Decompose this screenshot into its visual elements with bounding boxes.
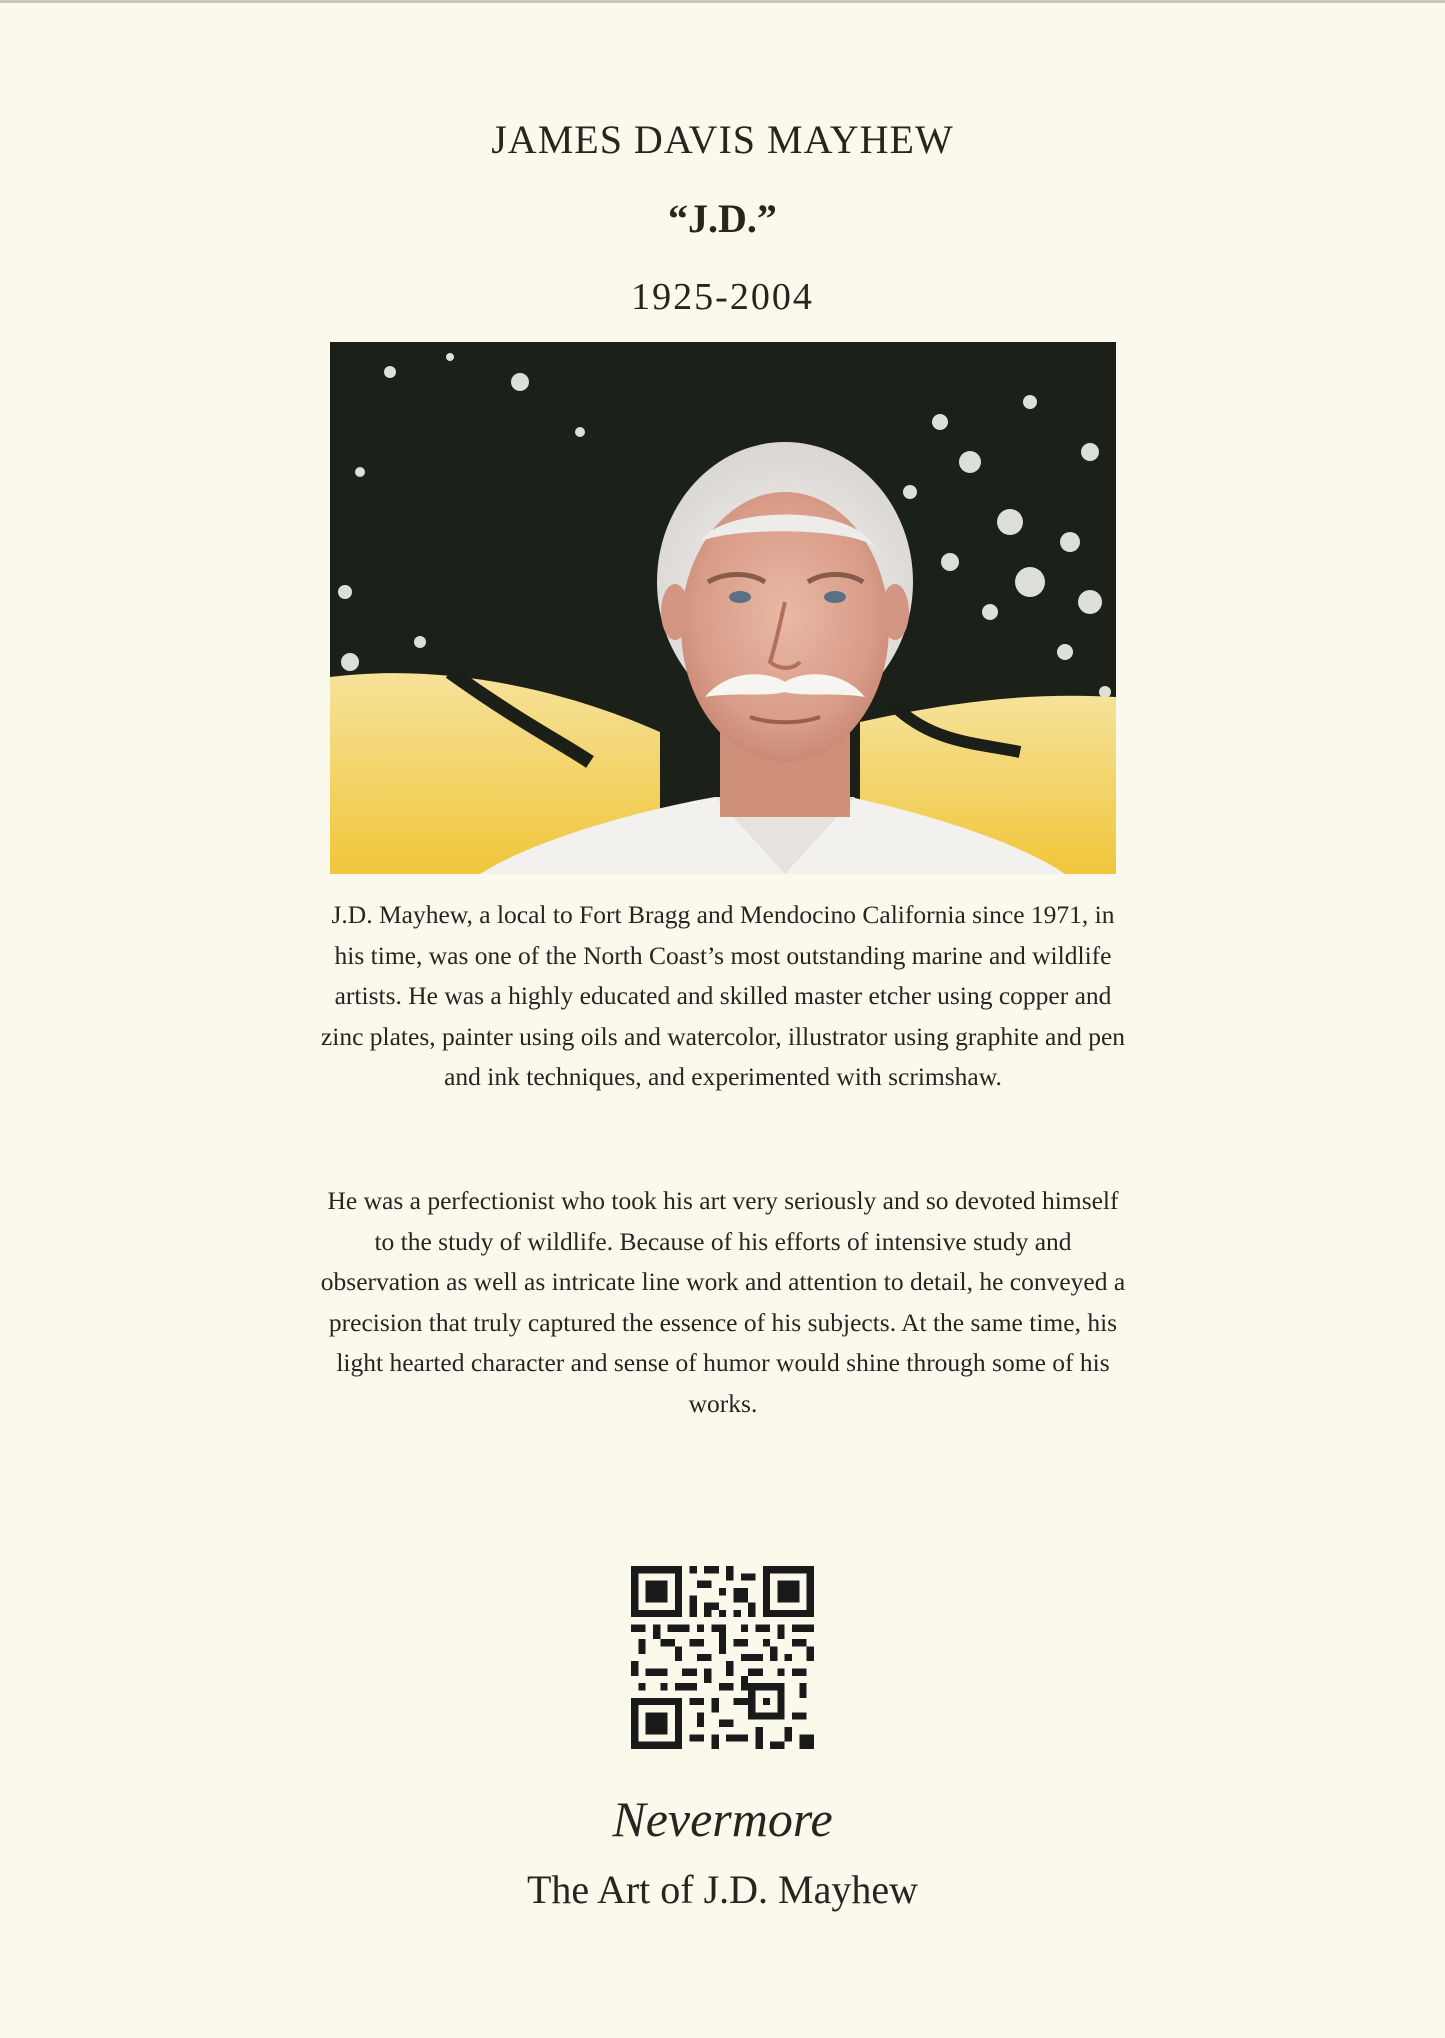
- artist-nickname: “J.D.”: [668, 196, 777, 241]
- qr-code-icon: [631, 1566, 814, 1749]
- artist-name: JAMES DAVIS MAYHEW: [491, 117, 954, 162]
- life-dates: 1925-2004: [631, 276, 814, 318]
- bio-paragraph: J.D. Mayhew, a local to Fort Bragg and Mendocino California since 1971, in his time, was one of the North Coast’s most outstanding marine and wildlife artists. He was a highly educated and skilled master etcher using copper and zinc plates, painter using oils and watercolor, illustrator using graphite and pen and ink techniques, and experimented with scrimshaw.: [320, 900, 1126, 1091]
- collection-subtitle: The Art of J.D. Mayhew: [526, 1867, 919, 1912]
- portrait-photo: [330, 342, 1116, 874]
- collection-title: Nevermore: [612, 1791, 833, 1847]
- bio-paragraph: He was a perfectionist who took his art very seriously and so devoted himself to the study of wildlife. Because of his efforts of intensive study and observation as well as intricate line work and attention to detail, he conveyed a precision that truly captured the essence of his subjects. At the same time, his light hearted character and sense of humor would shine through some of his works.: [320, 1186, 1126, 1418]
